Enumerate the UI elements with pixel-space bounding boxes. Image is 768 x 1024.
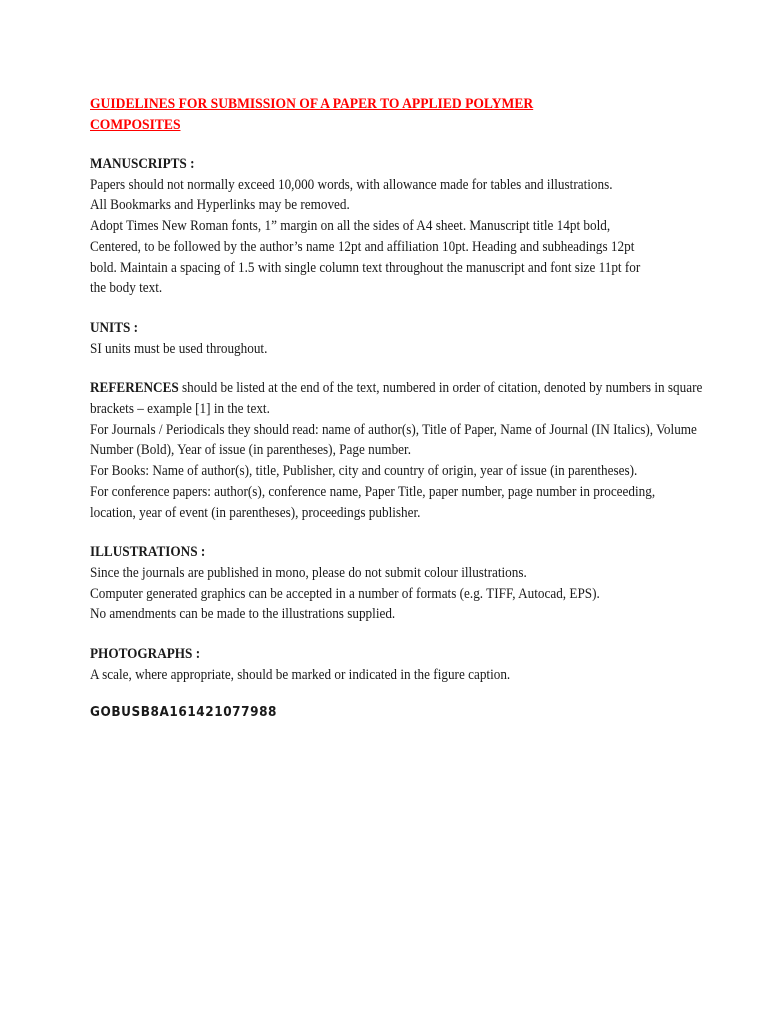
references-lead-text: should be listed at the end of the text, numbered in order of citation, denoted by numbers in square brackets – example [1] in the text. — [90, 380, 703, 418]
references-lead-paragraph — [90, 378, 704, 419]
section-photographs — [90, 644, 648, 685]
illustrations-heading: ILLUSTRATIONS : — [90, 544, 206, 561]
document-title-line-1: GUIDELINES FOR SUBMISSION OF A PAPER TO APPLIED POLYMER — [90, 96, 534, 112]
manuscripts-paragraph-2: All Bookmarks and Hyperlinks may be removed. — [90, 197, 350, 214]
units-paragraph-1: SI units must be used throughout. — [90, 340, 268, 357]
document-code: GOBUSB8A161421077988 — [90, 705, 278, 721]
manuscripts-paragraph-3: Adopt Times New Roman fonts, 1” margin on all the sides of A4 sheet. Manuscript title 14pt bold, Centered, to be followed by the author’s name 12pt and affiliation 10pt. Heading and subheadings 12pt bold. Maintain a spacing of 1.5 with single column text throughout the manuscript and font size 11pt for the body text. — [90, 218, 641, 297]
units-heading: UNITS : — [90, 319, 139, 336]
references-paragraph-journals: For Journals / Periodicals they should read: name of author(s), Title of Paper, Name of Journal (IN Italics), Volume Number (Bold), Year of issue (in parentheses), Page number. — [90, 421, 697, 459]
references-paragraph-books: For Books: Name of author(s), title, Publisher, city and country of origin, year of issue (in parentheses). — [90, 463, 638, 480]
photographs-heading: PHOTOGRAPHS : — [90, 646, 201, 663]
references-heading: REFERENCES — [90, 380, 179, 397]
manuscripts-paragraph-1: Papers should not normally exceed 10,000 words, with allowance made for tables and illustrations. — [90, 176, 613, 193]
section-illustrations — [90, 542, 704, 625]
document-title-line-2: COMPOSITES — [90, 116, 181, 133]
document-title — [90, 94, 648, 135]
section-units — [90, 318, 648, 359]
document-page — [90, 94, 703, 724]
section-references — [90, 378, 704, 523]
photographs-paragraph-1: A scale, where appropriate, should be marked or indicated in the figure caption. — [90, 666, 511, 683]
section-manuscripts — [90, 154, 648, 299]
illustrations-paragraph-3: No amendments can be made to the illustrations supplied. — [90, 606, 396, 623]
manuscripts-heading: MANUSCRIPTS : — [90, 156, 195, 172]
references-paragraph-conference: For conference papers: author(s), conference name, Paper Title, paper number, page number in proceeding, location, year of event (in parentheses), proceedings publisher. — [90, 483, 656, 521]
illustrations-paragraph-1: Since the journals are published in mono, please do not submit colour illustrations. — [90, 564, 527, 581]
illustrations-paragraph-2: Computer generated graphics can be accepted in a number of formats (e.g. TIFF, Autocad, EPS). — [90, 585, 600, 602]
